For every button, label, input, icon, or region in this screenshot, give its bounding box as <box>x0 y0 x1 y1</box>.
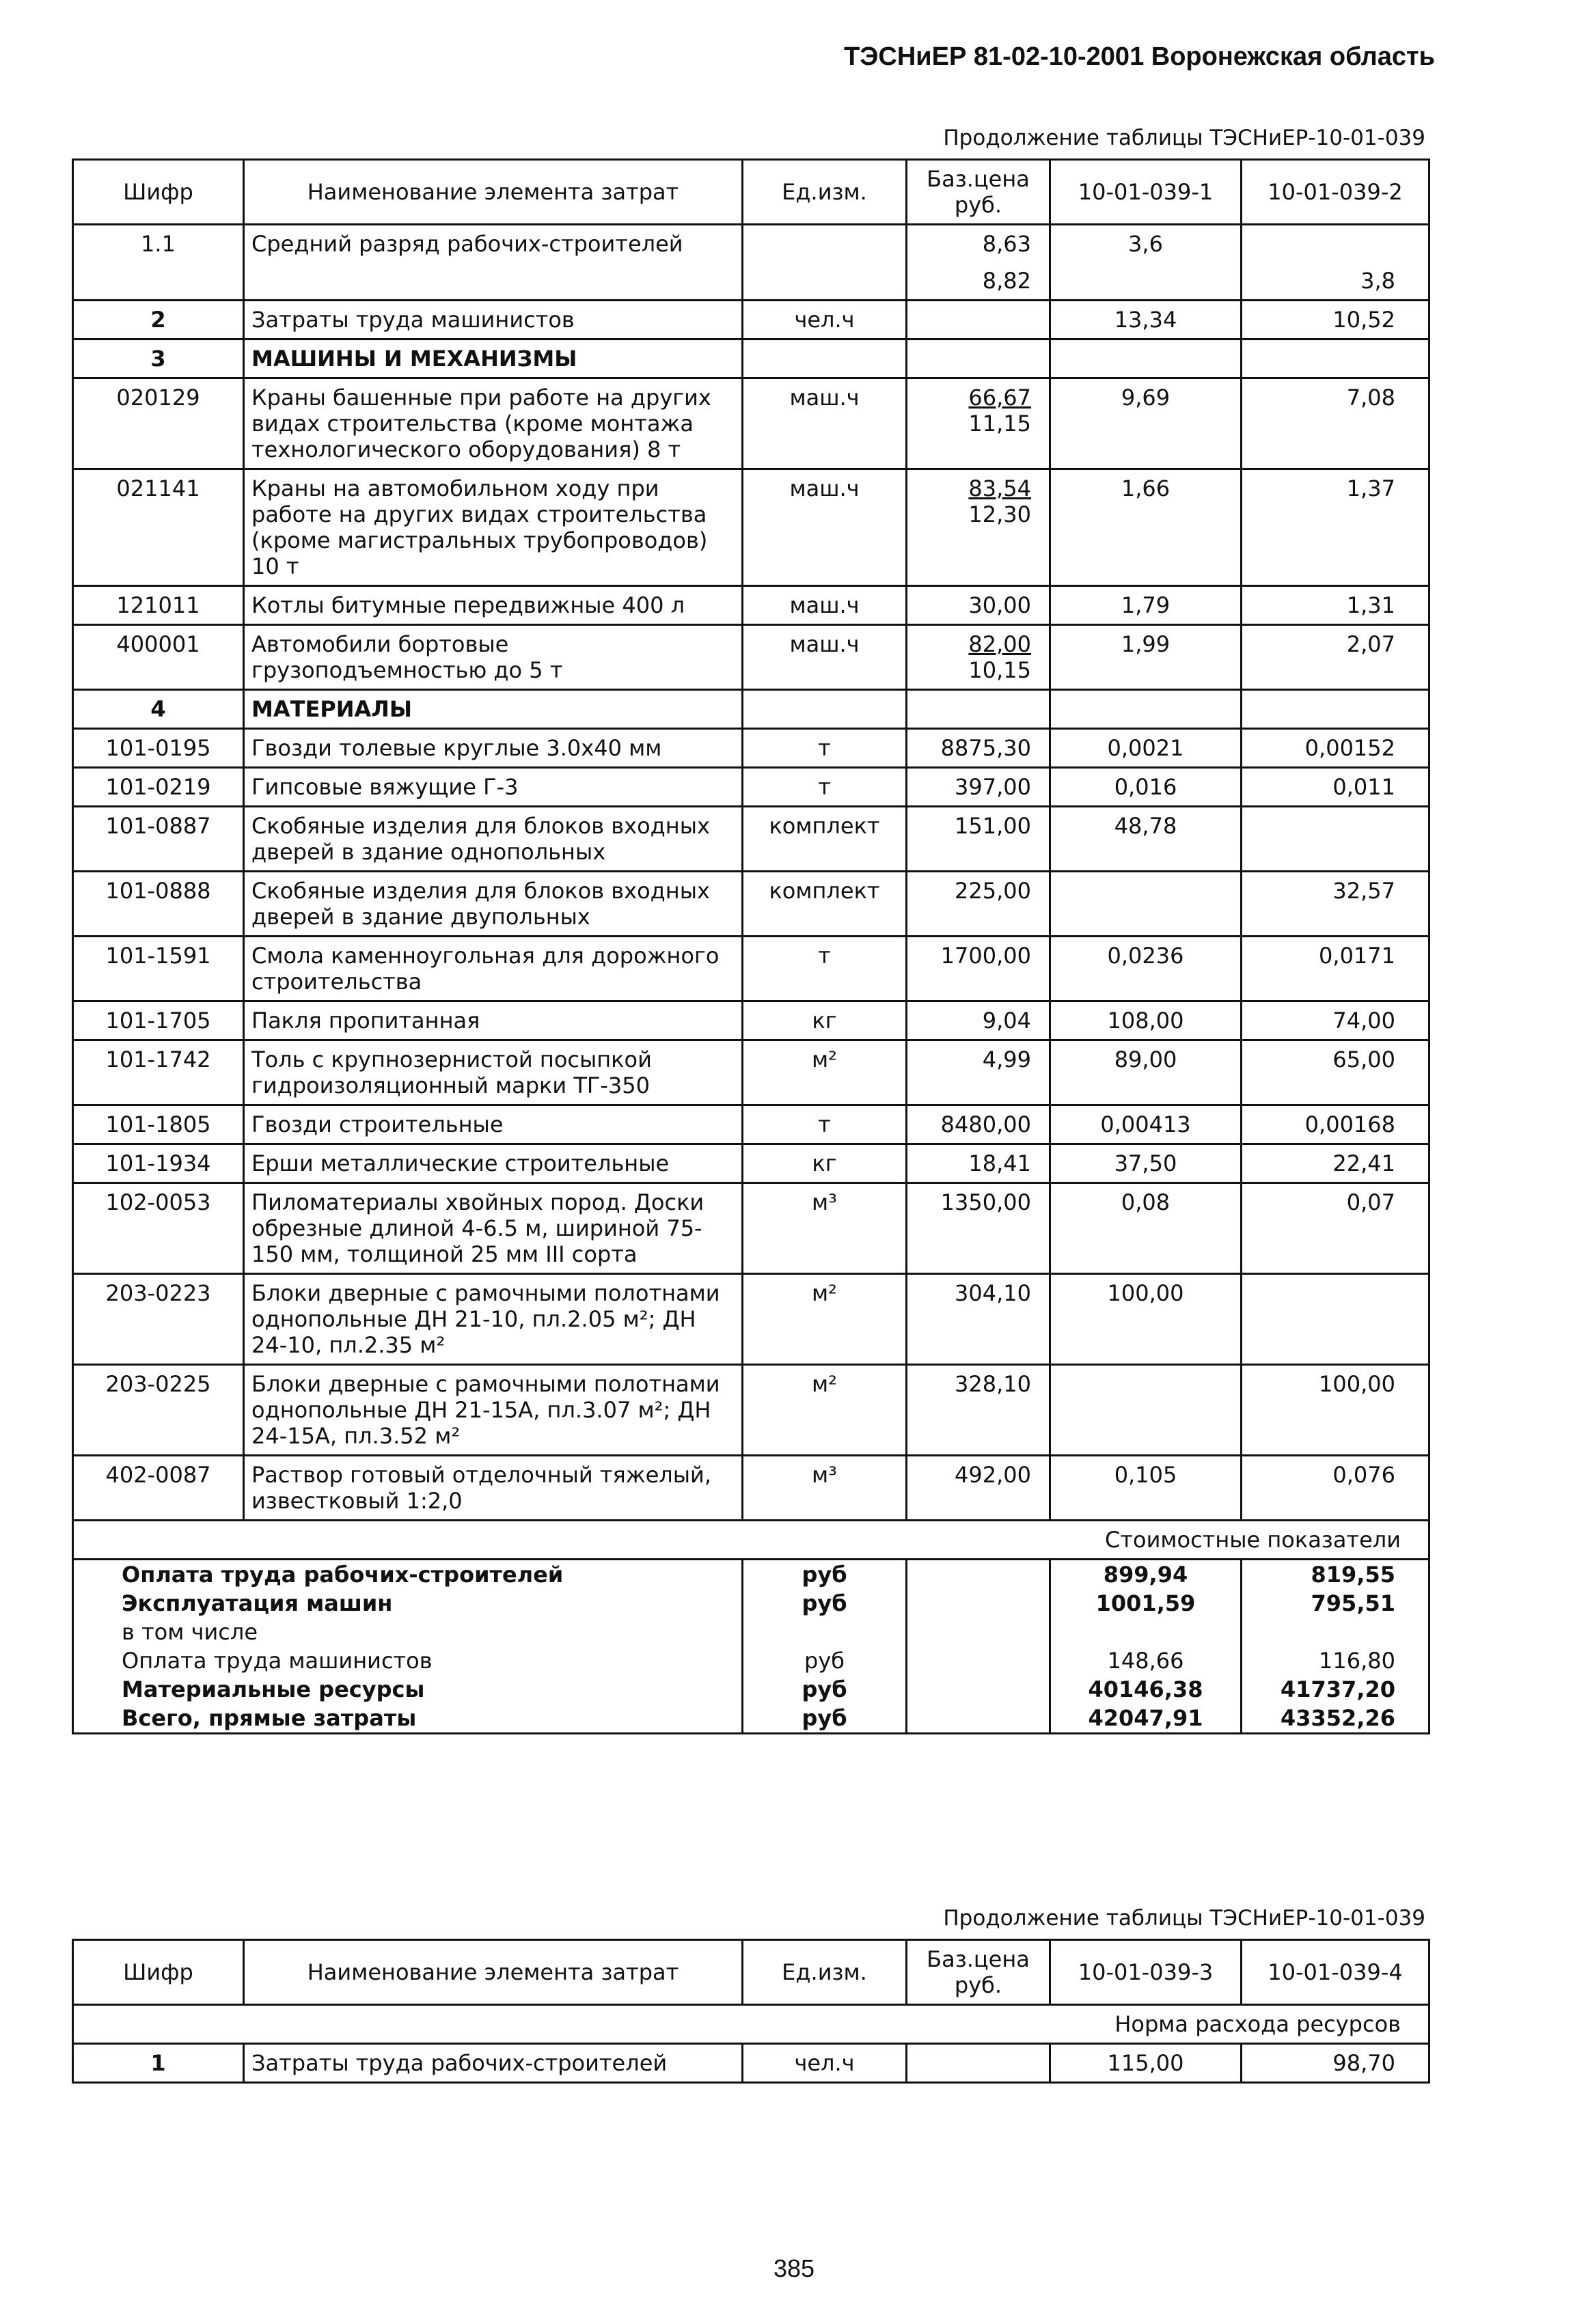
row-name: Затраты труда рабочих-строителей <box>244 2044 743 2083</box>
price-secondary-value: 10,15 <box>968 657 1031 683</box>
price-value: 66,67 <box>968 385 1031 411</box>
col-header-name: Наименование элемента затрат <box>244 160 743 225</box>
row-code: 101-1805 <box>73 1105 244 1144</box>
table-row <box>73 262 1429 301</box>
summary-label: Материальные ресурсы <box>73 1675 743 1704</box>
price-value: 492,00 <box>955 1462 1031 1488</box>
table-row <box>73 301 1429 340</box>
price-value: 83,54 <box>968 475 1031 501</box>
row-value-2: 65,00 <box>1242 1040 1429 1105</box>
row-name: Толь с крупнозернистой посыпкой гидроизоляционный марки ТГ-350 <box>244 1040 743 1105</box>
cost-header: Стоимостные показатели <box>73 1521 1429 1560</box>
row-value-2: 98,70 <box>1242 2044 1429 2083</box>
price-value: 328,10 <box>955 1371 1031 1397</box>
row-value-2 <box>1242 1274 1429 1365</box>
price-value: 304,10 <box>955 1280 1031 1306</box>
row-value-2: 1,31 <box>1242 586 1429 625</box>
row-value-2: 22,41 <box>1242 1144 1429 1183</box>
row-code: 101-0195 <box>73 729 244 768</box>
table-row <box>73 1456 1429 1521</box>
price-value: 8480,00 <box>940 1111 1031 1137</box>
summary-unit: руб <box>743 1560 907 1590</box>
row-name: Ерши металлические строительные <box>244 1144 743 1183</box>
row-unit <box>743 262 907 301</box>
table-row <box>73 586 1429 625</box>
summary-label: Оплата труда машинистов <box>73 1646 743 1675</box>
price-value: 397,00 <box>955 774 1031 800</box>
price-value: 225,00 <box>955 878 1031 904</box>
price-value: 8,82 <box>982 268 1031 294</box>
row-value-1: 3,6 <box>1050 225 1242 263</box>
row-unit: т <box>743 768 907 807</box>
price-secondary-value: 12,30 <box>968 501 1031 527</box>
row-price <box>907 729 1050 768</box>
table-row <box>73 1274 1429 1365</box>
row-code: 121011 <box>73 586 244 625</box>
price-value: 4,99 <box>982 1047 1031 1073</box>
row-name: Средний разряд рабочих-строителей <box>244 225 743 263</box>
row-price <box>907 225 1050 263</box>
cost-header-row <box>73 1521 1429 1560</box>
row-name: Краны башенные при работе на других видах строительства (кроме монтажа технологического оборудования) 8 т <box>244 378 743 469</box>
col-header-code: Шифр <box>73 1940 244 2005</box>
row-price <box>907 1365 1050 1456</box>
summary-value-1: 899,94 <box>1050 1560 1242 1590</box>
row-value-1 <box>1050 340 1242 378</box>
summary-value-1: 148,66 <box>1050 1646 1242 1675</box>
row-value-1: 13,34 <box>1050 301 1242 340</box>
row-value-1: 0,00413 <box>1050 1105 1242 1144</box>
row-name: Пиломатериалы хвойных пород. Доски обрезные длиной 4-6.5 м, шириной 75-150 мм, толщиной 25 мм III сорта <box>244 1183 743 1274</box>
row-price <box>907 1183 1050 1274</box>
table-row <box>73 937 1429 1001</box>
row-unit <box>743 340 907 378</box>
row-value-1: 1,99 <box>1050 625 1242 690</box>
summary-row <box>73 1704 1429 1734</box>
row-name: Смола каменноугольная для дорожного строительства <box>244 937 743 1001</box>
summary-value-1: 40146,38 <box>1050 1675 1242 1704</box>
page-number: 385 <box>773 2254 815 2282</box>
row-code: 101-1934 <box>73 1144 244 1183</box>
row-price <box>907 1001 1050 1040</box>
row-unit: т <box>743 1105 907 1144</box>
row-name: Автомобили бортовые грузоподъемностью до 5 т <box>244 625 743 690</box>
row-value-1: 0,0236 <box>1050 937 1242 1001</box>
table-row <box>73 225 1429 263</box>
row-price <box>907 469 1050 586</box>
summary-value-1 <box>1050 1618 1242 1646</box>
row-code: 402-0087 <box>73 1456 244 1521</box>
row-value-1 <box>1050 262 1242 301</box>
summary-price <box>907 1704 1050 1734</box>
row-value-2: 0,011 <box>1242 768 1429 807</box>
row-value-1: 0,105 <box>1050 1456 1242 1521</box>
row-code: 101-1705 <box>73 1001 244 1040</box>
price-value: 82,00 <box>968 631 1031 657</box>
summary-price <box>907 1589 1050 1618</box>
summary-value-2: 43352,26 <box>1242 1704 1429 1734</box>
row-unit: м³ <box>743 1183 907 1274</box>
row-value-2 <box>1242 690 1429 729</box>
summary-value-2 <box>1242 1618 1429 1646</box>
row-price <box>907 1456 1050 1521</box>
row-price <box>907 2044 1050 2083</box>
row-unit: чел.ч <box>743 2044 907 2083</box>
row-name: Котлы битумные передвижные 400 л <box>244 586 743 625</box>
price-value: 9,04 <box>982 1008 1031 1034</box>
row-value-1: 108,00 <box>1050 1001 1242 1040</box>
summary-label: в том числе <box>73 1618 743 1646</box>
row-value-1: 0,0021 <box>1050 729 1242 768</box>
row-code <box>73 262 244 301</box>
row-price <box>907 768 1050 807</box>
col-header-variant3: 10-01-039-3 <box>1050 1940 1242 2005</box>
row-value-1: 0,016 <box>1050 768 1242 807</box>
summary-row <box>73 1675 1429 1704</box>
summary-value-1: 42047,91 <box>1050 1704 1242 1734</box>
row-value-1: 37,50 <box>1050 1144 1242 1183</box>
row-value-1: 1,66 <box>1050 469 1242 586</box>
summary-price <box>907 1618 1050 1646</box>
row-name: Скобяные изделия для блоков входных дверей в здание однопольных <box>244 807 743 872</box>
row-name: Затраты труда машинистов <box>244 301 743 340</box>
summary-row <box>73 1646 1429 1675</box>
row-unit: маш.ч <box>743 378 907 469</box>
row-value-1 <box>1050 872 1242 937</box>
summary-row <box>73 1618 1429 1646</box>
col-header-code: Шифр <box>73 160 244 225</box>
row-price <box>907 1105 1050 1144</box>
table-header-row <box>73 160 1429 225</box>
row-unit: т <box>743 937 907 1001</box>
resources-table <box>72 158 1430 1734</box>
col-header-name: Наименование элемента затрат <box>244 1940 743 2005</box>
summary-unit: руб <box>743 1646 907 1675</box>
row-code: 4 <box>73 690 244 729</box>
row-code: 203-0223 <box>73 1274 244 1365</box>
row-name: Гипсовые вяжущие Г-3 <box>244 768 743 807</box>
table-header-row <box>73 1940 1429 2005</box>
col-header-price: Баз.цена руб. <box>907 1940 1050 2005</box>
row-name: Гвозди толевые круглые 3.0х40 мм <box>244 729 743 768</box>
row-code: 020129 <box>73 378 244 469</box>
row-name: МАТЕРИАЛЫ <box>244 690 743 729</box>
row-name <box>244 262 743 301</box>
col-header-price: Баз.цена руб. <box>907 160 1050 225</box>
row-value-2: 0,07 <box>1242 1183 1429 1274</box>
row-value-2: 1,37 <box>1242 469 1429 586</box>
row-value-2: 32,57 <box>1242 872 1429 937</box>
row-name: Пакля пропитанная <box>244 1001 743 1040</box>
summary-unit <box>743 1618 907 1646</box>
table-row <box>73 729 1429 768</box>
row-unit: м² <box>743 1365 907 1456</box>
table-row <box>73 690 1429 729</box>
row-code: 101-1591 <box>73 937 244 1001</box>
row-code: 101-0219 <box>73 768 244 807</box>
row-price <box>907 807 1050 872</box>
price-secondary-value: 11,15 <box>968 411 1031 437</box>
row-value-2: 2,07 <box>1242 625 1429 690</box>
row-price <box>907 1274 1050 1365</box>
table-row <box>73 2044 1429 2083</box>
row-value-2 <box>1242 340 1429 378</box>
row-unit: кг <box>743 1001 907 1040</box>
table-row <box>73 807 1429 872</box>
row-value-1 <box>1050 1365 1242 1456</box>
row-value-2: 100,00 <box>1242 1365 1429 1456</box>
col-header-variant2: 10-01-039-2 <box>1242 160 1429 225</box>
document-title: ТЭСНиЕР 81-02-10-2001 Воронежская область <box>844 42 1435 71</box>
row-value-1: 48,78 <box>1050 807 1242 872</box>
summary-price <box>907 1560 1050 1590</box>
summary-unit: руб <box>743 1704 907 1734</box>
row-price <box>907 1040 1050 1105</box>
row-value-1: 100,00 <box>1050 1274 1242 1365</box>
table-row <box>73 872 1429 937</box>
row-code: 021141 <box>73 469 244 586</box>
table-row <box>73 625 1429 690</box>
summary-label: Всего, прямые затраты <box>73 1704 743 1734</box>
row-code: 102-0053 <box>73 1183 244 1274</box>
table-row <box>73 469 1429 586</box>
table-row <box>73 1040 1429 1105</box>
summary-value-2: 819,55 <box>1242 1560 1429 1590</box>
row-name: Раствор готовый отделочный тяжелый, известковый 1:2,0 <box>244 1456 743 1521</box>
row-value-1: 9,69 <box>1050 378 1242 469</box>
summary-value-2: 116,80 <box>1242 1646 1429 1675</box>
row-price <box>907 378 1050 469</box>
row-unit: комплект <box>743 872 907 937</box>
row-code: 2 <box>73 301 244 340</box>
row-value-2 <box>1242 807 1429 872</box>
table2-caption: Продолжение таблицы ТЭСНиЕР-10-01-039 <box>943 1906 1425 1931</box>
row-code: 203-0225 <box>73 1365 244 1456</box>
price-value: 1700,00 <box>940 943 1031 969</box>
row-price <box>907 690 1050 729</box>
resources-table-continuation <box>72 1939 1430 2084</box>
row-price <box>907 937 1050 1001</box>
table-row <box>73 768 1429 807</box>
row-code: 101-1742 <box>73 1040 244 1105</box>
summary-unit: руб <box>743 1675 907 1704</box>
summary-value-2: 41737,20 <box>1242 1675 1429 1704</box>
summary-value-2: 795,51 <box>1242 1589 1429 1618</box>
row-price <box>907 586 1050 625</box>
summary-label: Оплата труда рабочих-строителей <box>73 1560 743 1590</box>
row-value-1: 0,08 <box>1050 1183 1242 1274</box>
row-name: Блоки дверные с рамочными полотнами однопольные ДН 21-15А, пл.3.07 м²; ДН 24-15А, пл.3.52 м² <box>244 1365 743 1456</box>
row-unit <box>743 690 907 729</box>
row-unit: м³ <box>743 1456 907 1521</box>
norm-header: Норма расхода ресурсов <box>73 2005 1429 2044</box>
col-header-unit: Ед.изм. <box>743 160 907 225</box>
row-price <box>907 301 1050 340</box>
row-code: 400001 <box>73 625 244 690</box>
price-value: 1350,00 <box>940 1189 1031 1215</box>
row-unit: чел.ч <box>743 301 907 340</box>
row-unit: м² <box>743 1274 907 1365</box>
row-code: 3 <box>73 340 244 378</box>
row-price <box>907 1144 1050 1183</box>
row-value-1 <box>1050 690 1242 729</box>
row-value-2: 0,0171 <box>1242 937 1429 1001</box>
row-price <box>907 872 1050 937</box>
table-row <box>73 1365 1429 1456</box>
table-row <box>73 340 1429 378</box>
row-value-1: 1,79 <box>1050 586 1242 625</box>
row-name: МАШИНЫ И МЕХАНИЗМЫ <box>244 340 743 378</box>
table-row <box>73 1105 1429 1144</box>
row-code: 101-0888 <box>73 872 244 937</box>
col-header-variant1: 10-01-039-1 <box>1050 160 1242 225</box>
row-unit: маш.ч <box>743 586 907 625</box>
price-value: 151,00 <box>955 813 1031 839</box>
summary-value-1: 1001,59 <box>1050 1589 1242 1618</box>
summary-unit: руб <box>743 1589 907 1618</box>
table1-caption: Продолжение таблицы ТЭСНиЕР-10-01-039 <box>943 126 1425 150</box>
row-unit: т <box>743 729 907 768</box>
table-row <box>73 1183 1429 1274</box>
price-value: 18,41 <box>968 1150 1031 1176</box>
row-value-1: 89,00 <box>1050 1040 1242 1105</box>
summary-row <box>73 1560 1429 1590</box>
row-value-2: 7,08 <box>1242 378 1429 469</box>
row-name: Краны на автомобильном ходу при работе на других видах строительства (кроме магистральных трубопроводов) 10 т <box>244 469 743 586</box>
row-value-2: 0,076 <box>1242 1456 1429 1521</box>
row-name: Скобяные изделия для блоков входных дверей в здание двупольных <box>244 872 743 937</box>
norm-header-row <box>73 2005 1429 2044</box>
row-value-1: 115,00 <box>1050 2044 1242 2083</box>
row-unit: м² <box>743 1040 907 1105</box>
summary-price <box>907 1646 1050 1675</box>
summary-row <box>73 1589 1429 1618</box>
table-row <box>73 1001 1429 1040</box>
col-header-variant4: 10-01-039-4 <box>1242 1940 1429 2005</box>
row-value-2: 3,8 <box>1242 262 1429 301</box>
row-price <box>907 625 1050 690</box>
col-header-unit: Ед.изм. <box>743 1940 907 2005</box>
row-code: 101-0887 <box>73 807 244 872</box>
row-name: Блоки дверные с рамочными полотнами однопольные ДН 21-10, пл.2.05 м²; ДН 24-10, пл.2.35 м² <box>244 1274 743 1365</box>
row-code: 1.1 <box>73 225 244 263</box>
row-value-2 <box>1242 225 1429 263</box>
price-value: 8,63 <box>982 231 1031 257</box>
row-name: Гвозди строительные <box>244 1105 743 1144</box>
row-price <box>907 262 1050 301</box>
price-value: 30,00 <box>968 592 1031 618</box>
row-code: 1 <box>73 2044 244 2083</box>
summary-label: Эксплуатация машин <box>73 1589 743 1618</box>
summary-price <box>907 1675 1050 1704</box>
row-price <box>907 340 1050 378</box>
row-unit: маш.ч <box>743 469 907 586</box>
row-value-2: 0,00168 <box>1242 1105 1429 1144</box>
row-unit: комплект <box>743 807 907 872</box>
row-unit: кг <box>743 1144 907 1183</box>
row-value-2: 0,00152 <box>1242 729 1429 768</box>
row-value-2: 74,00 <box>1242 1001 1429 1040</box>
table-row <box>73 378 1429 469</box>
price-value: 8875,30 <box>940 735 1031 761</box>
row-unit: маш.ч <box>743 625 907 690</box>
row-value-2: 10,52 <box>1242 301 1429 340</box>
row-unit <box>743 225 907 263</box>
table-row <box>73 1144 1429 1183</box>
